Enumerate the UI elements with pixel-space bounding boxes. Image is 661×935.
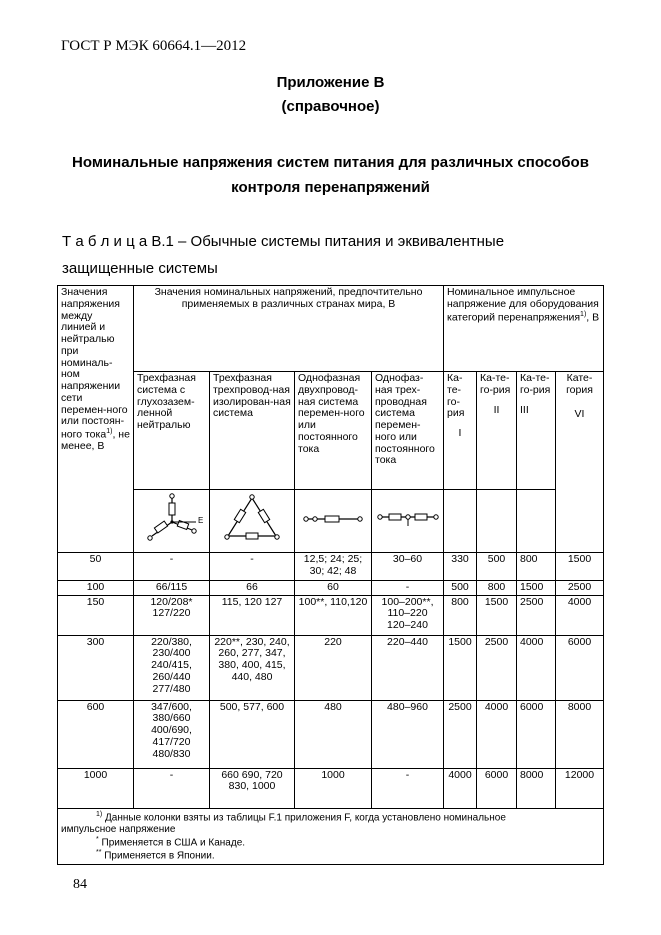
table-footnotes	[58, 808, 604, 865]
footnote-3: ** Применяется в Японии.	[96, 849, 215, 862]
star-earthed-diagram-icon	[134, 490, 210, 548]
table-row: 600 347/600, 380/660 400/690, 417/720 480/830 500, 577, 600 480 480–960 2500 4000 6000 8000	[58, 700, 604, 768]
appendix-title: Приложение В	[276, 74, 385, 91]
diagram-delta-isolated	[210, 490, 295, 553]
header-category-1: Ка-те-го-рия I	[444, 372, 477, 490]
two-wire-diagram-icon	[298, 509, 368, 529]
header-category-2: Ка-те-го-рия II	[477, 372, 517, 490]
section-title-line-2: контроля перенапряжений	[231, 179, 430, 196]
table-row: 100 66/115 66 60 - 500 800 1500 2500	[58, 580, 604, 595]
header-single-phase-two-wire: Однофазная двухпровод-ная система перемен-ного или постоянного тока	[295, 372, 372, 490]
table-caption-line-1: Т а б л и ц а В.1 – Обычные системы питания и эквивалентные	[62, 233, 505, 250]
table-row: 1000 - 660 690, 720 830, 1000 1000 - 4000 6000 8000 12000	[58, 768, 604, 808]
footnote-2: * Применяется в США и Канаде.	[96, 835, 246, 849]
footnote-1-continued: импульсное напряжение	[61, 823, 176, 835]
page-number: 84	[73, 877, 87, 892]
header-line-voltage: Значения напряжения между линией и нейтралью при номиналь-ном напряжении сети перемен-ного или постоян-ного тока$^{1)}$, не менее, В	[58, 286, 134, 553]
header-impulse-voltage: Номинальное импульсное напряжение для оборудования категорий перенапряжения$^{1)}$, В	[444, 286, 604, 372]
footnote-1: $^{1)}$ Данные колонки взяты из таблицы F.1 приложения F, когда установлено номинальное	[96, 810, 506, 823]
earth-label: E	[198, 516, 204, 525]
appendix-subtitle: (справочное)	[281, 98, 380, 115]
diagram-star-earthed	[134, 490, 210, 553]
table-row: 150 120/208* 127/220 115, 120 127 100**, 110,120 100–200**, 110–220 120–240 800 1500 2500 4000	[58, 595, 604, 635]
document-header: ГОСТ Р МЭК 60664.1—2012	[61, 38, 247, 54]
header-category-3: Ка-те-го-рия III	[517, 372, 556, 490]
header-category-4: Кате-гория VI	[556, 372, 604, 553]
diagram-single-phase-two-wire	[295, 490, 372, 553]
section-title-line-1: Номинальные напряжения систем питания для различных способов	[72, 154, 589, 171]
header-nominal-voltages: Значения номинальных напряжений, предпочтительно применяемых в различных странах мира, В	[134, 286, 444, 372]
diagram-single-phase-three-wire	[372, 490, 444, 553]
voltage-table	[57, 285, 604, 865]
header-single-phase-three-wire: Однофаз-ная трех-проводная система перемен-ного или постоянного тока	[372, 372, 444, 490]
header-three-phase-earthed: Трехфазная система с глухозазем-ленной нейтралью	[134, 372, 210, 490]
three-wire-diagram-icon	[372, 507, 444, 531]
table-row: 50 - - 12,5; 24; 25; 30; 42; 48 30–60 330 500 800 1500	[58, 552, 604, 580]
table-caption-line-2: защищенные системы	[62, 260, 218, 277]
header-three-phase-isolated: Трехфазная трехпровод-ная изолирован-ная система	[210, 372, 295, 490]
table-row: 300 220/380, 230/400 240/415, 260/440 277/480 220**, 230, 240, 260, 277, 347, 380, 400, 415, 440, 480 220 220–440 1500 2500 4000 6000	[58, 635, 604, 700]
delta-isolated-diagram-icon	[212, 490, 292, 548]
